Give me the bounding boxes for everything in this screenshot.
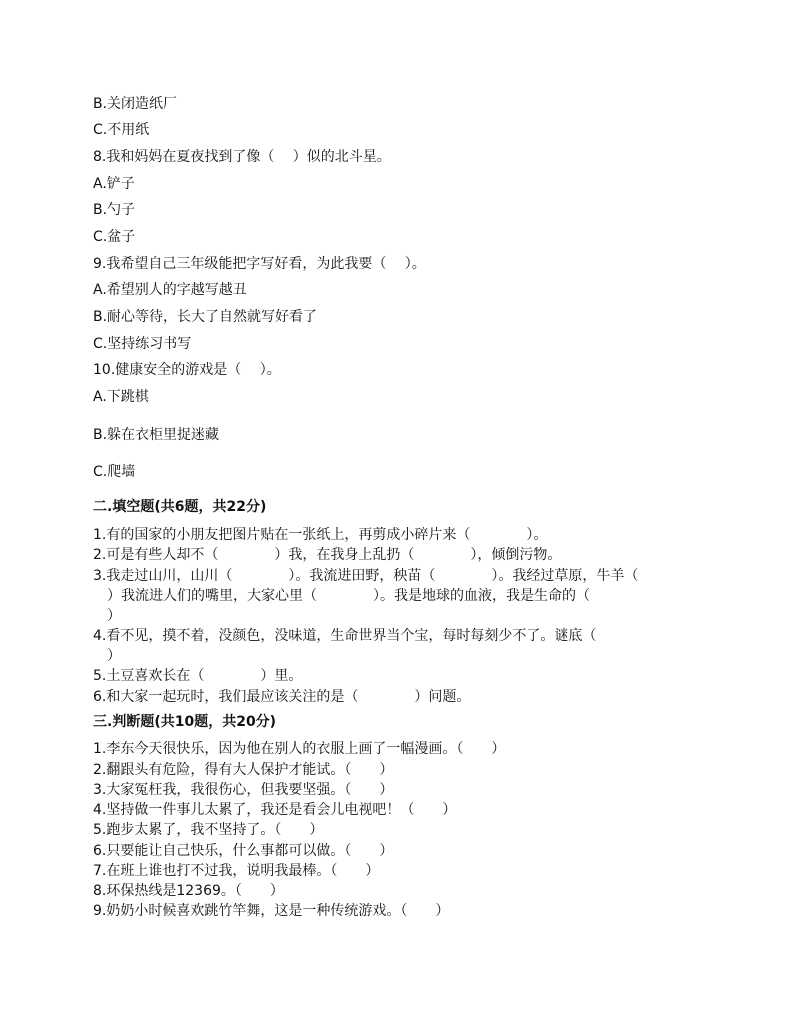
q7-option-c: C.不用纸 bbox=[93, 122, 150, 138]
fill-question-4-line-1: 4.看不见，摸不着，没颜色，没味道，生命世界当个宝，每时每刻少不了。谜底（ bbox=[93, 628, 597, 644]
tf-question-2: 2.翻跟头有危险，得有大人保护才能试。（ ） bbox=[93, 762, 394, 778]
fill-question-3-line-2: ）我流进人们的嘴里，大家心里（ ）。我是地球的血液，我是生命的（ bbox=[93, 588, 590, 604]
question-8: 8.我和妈妈在夏夜找到了像（ ）似的北斗星。 bbox=[93, 149, 391, 165]
fill-question-4-line-2: ） bbox=[93, 648, 121, 664]
section-heading-true-false: 三.判断题(共10题，共20分) bbox=[93, 714, 277, 730]
question-10: 10.健康安全的游戏是（ ）。 bbox=[93, 362, 281, 378]
q9-option-a: A.希望别人的字越写越丑 bbox=[93, 282, 247, 298]
tf-question-6: 6.只要能让自己快乐，什么事都可以做。（ ） bbox=[93, 843, 394, 859]
fill-question-3-line-3: ） bbox=[93, 608, 121, 624]
q7-option-b: B.关闭造纸厂 bbox=[93, 96, 178, 112]
tf-question-1: 1.李东今天很快乐，因为他在别人的衣服上画了一幅漫画。（ ） bbox=[93, 741, 506, 757]
q8-option-a: A.铲子 bbox=[93, 176, 135, 192]
tf-question-7: 7.在班上谁也打不过我，说明我最棒。（ ） bbox=[93, 863, 380, 879]
tf-question-5: 5.跑步太累了，我不坚持了。（ ） bbox=[93, 822, 324, 838]
fill-question-1: 1.有的国家的小朋友把图片贴在一张纸上，再剪成小碎片来（ ）。 bbox=[93, 527, 548, 543]
fill-question-2: 2.可是有些人却不（ ）我，在我身上乱扔（ ），倾倒污物。 bbox=[93, 547, 562, 563]
q8-option-b: B.勺子 bbox=[93, 202, 136, 218]
fill-question-5: 5.土豆喜欢长在（ ）里。 bbox=[93, 668, 303, 684]
tf-question-3: 3.大家冤枉我，我很伤心，但我要坚强。（ ） bbox=[93, 782, 394, 798]
tf-question-9: 9.奶奶小时候喜欢跳竹竿舞，这是一种传统游戏。（ ） bbox=[93, 903, 450, 919]
q10-option-a: A.下跳棋 bbox=[93, 389, 149, 405]
q8-option-c: C.盆子 bbox=[93, 229, 136, 245]
fill-question-6: 6.和大家一起玩时，我们最应该关注的是（ ）问题。 bbox=[93, 689, 471, 705]
tf-question-8: 8.环保热线是12369。（ ） bbox=[93, 883, 284, 899]
q9-option-b: B.耐心等待，长大了自然就写好看了 bbox=[93, 309, 318, 325]
q10-option-b: B.躲在衣柜里捉迷藏 bbox=[93, 427, 220, 443]
q10-option-c: C.爬墙 bbox=[93, 464, 136, 480]
fill-question-3-line-1: 3.我走过山川，山川（ ）。我流进田野，秧苗（ ）。我经过草原，牛羊（ bbox=[93, 568, 639, 584]
tf-question-4: 4.坚持做一件事儿太累了，我还是看会儿电视吧！（ ） bbox=[93, 802, 457, 818]
question-9: 9.我希望自己三年级能把字写好看，为此我要（ ）。 bbox=[93, 256, 426, 272]
q9-option-c: C.坚持练习书写 bbox=[93, 336, 192, 352]
section-heading-fill-blank: 二.填空题(共6题，共22分) bbox=[93, 499, 267, 515]
